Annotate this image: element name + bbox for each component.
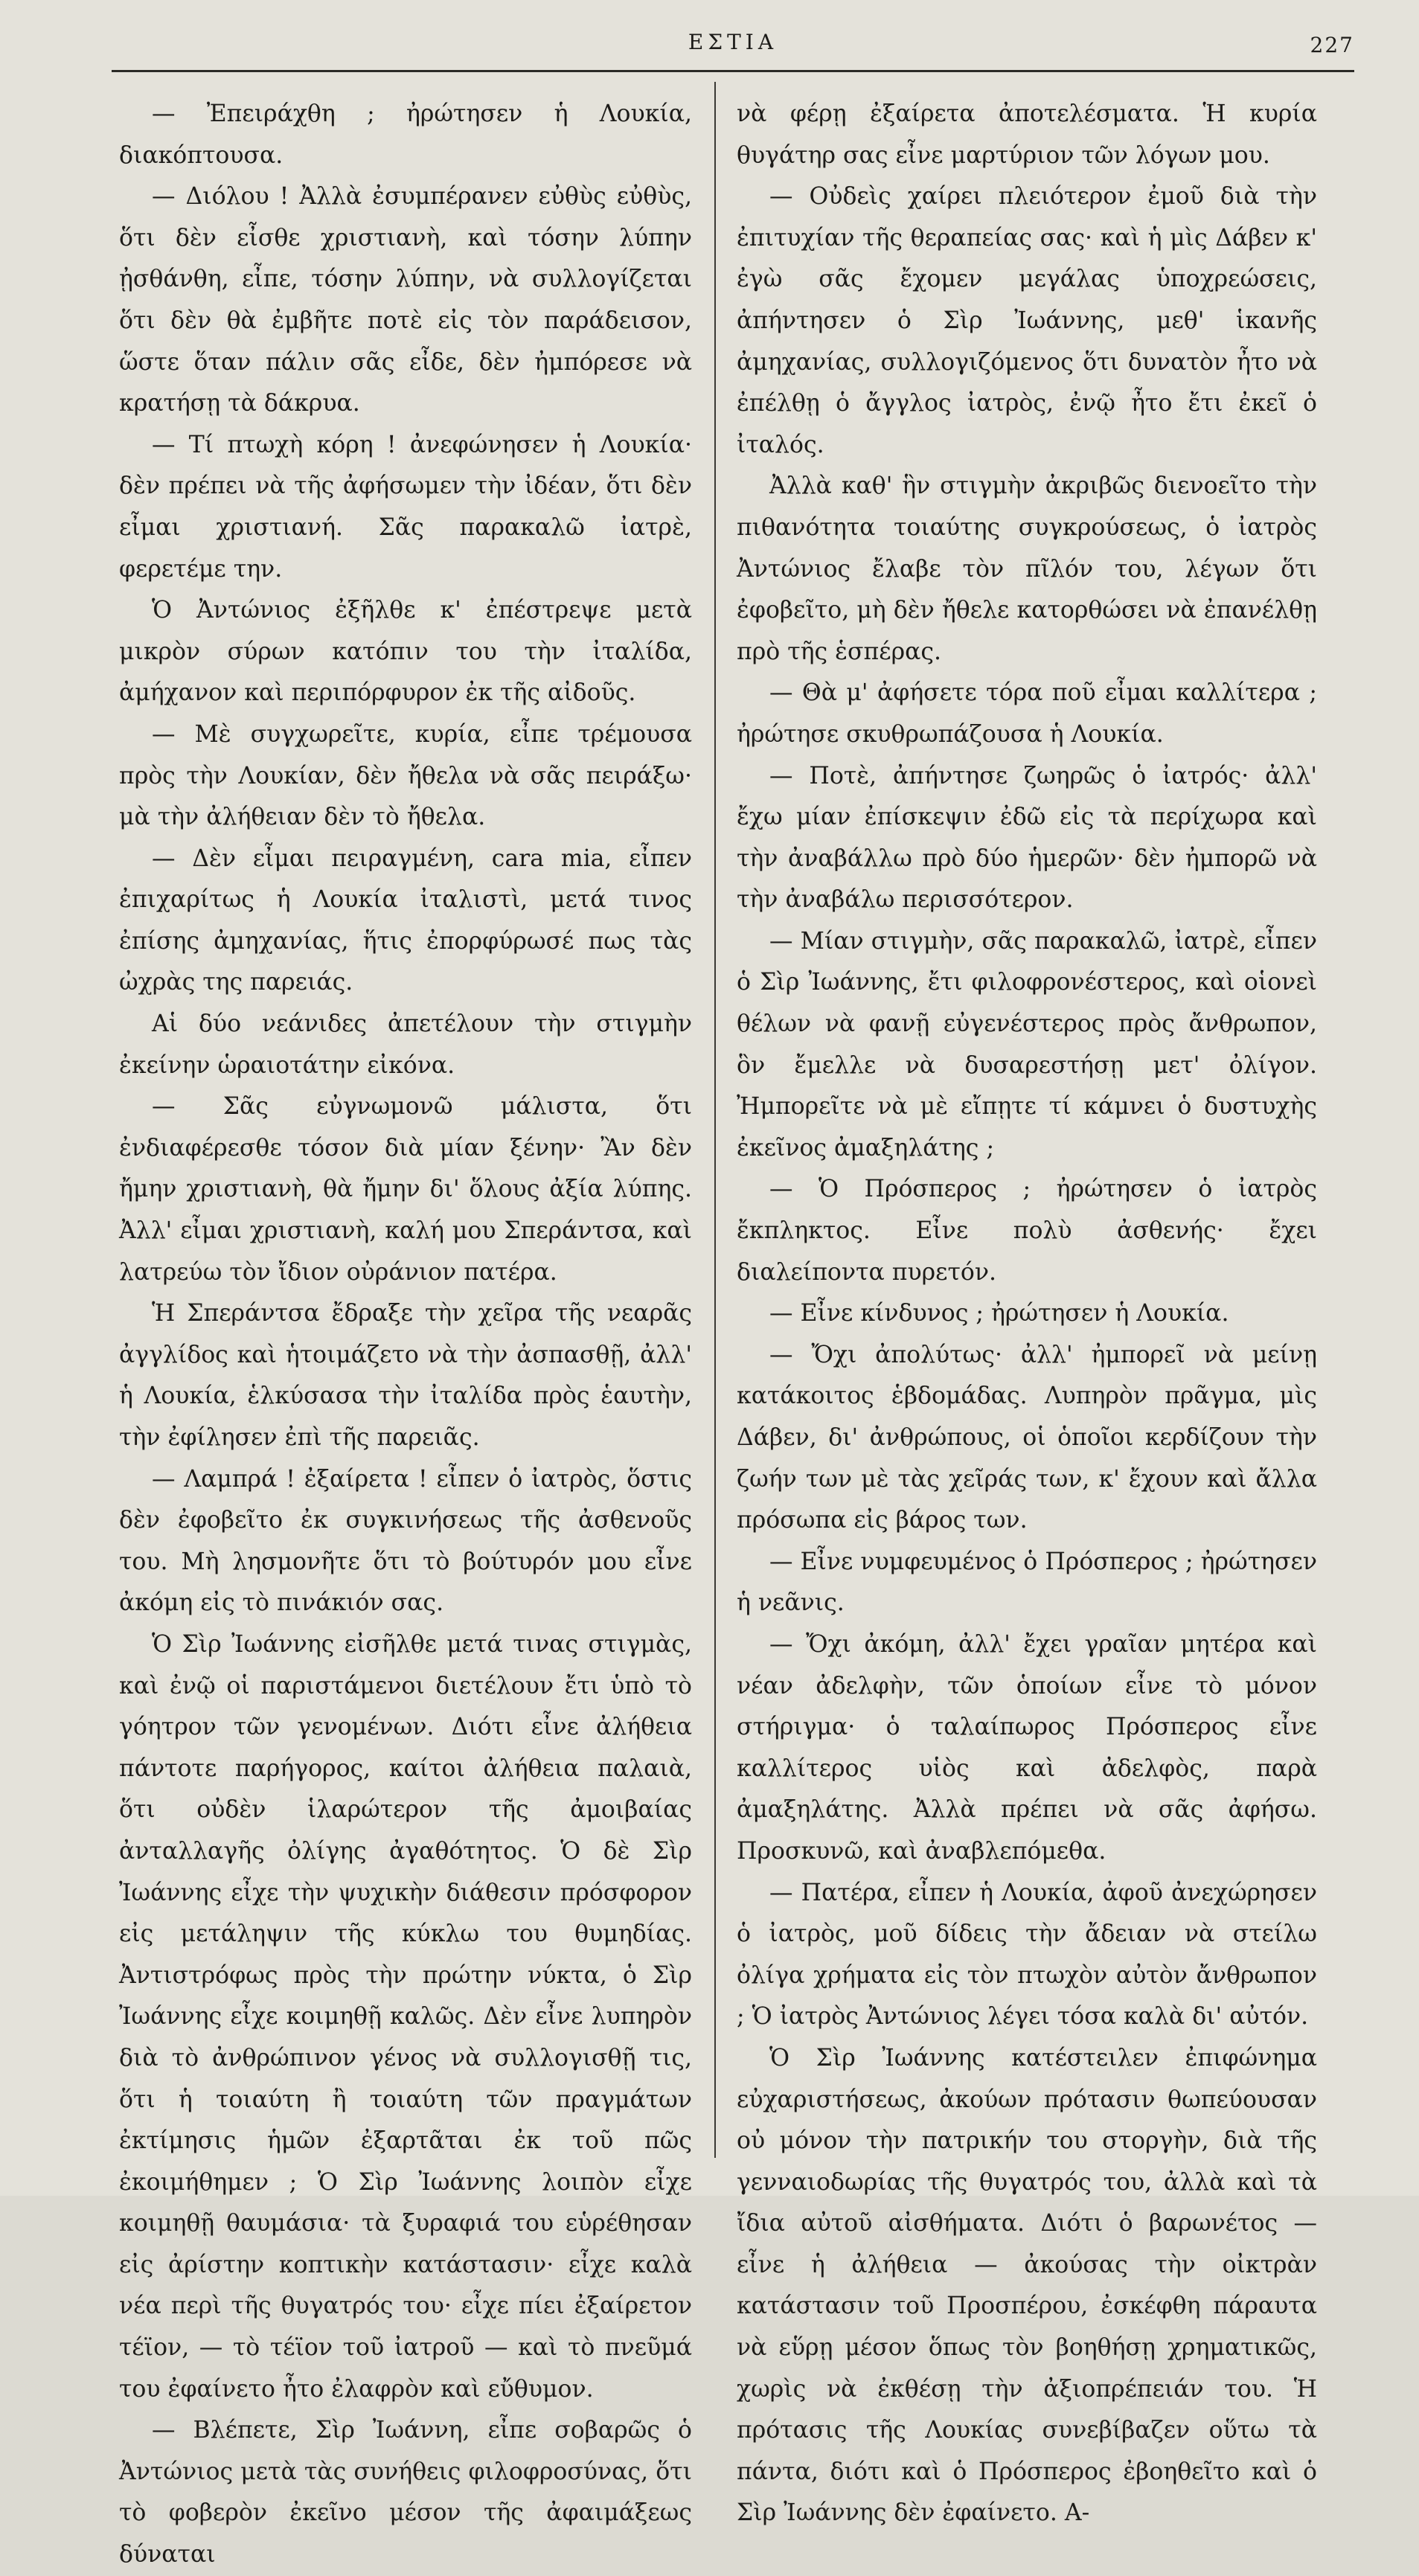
paragraph: — Σᾶς εὐγνωμονῶ μάλιστα, ὅτι ἐνδιαφέρεσθε τόσον διὰ μίαν ξένην· Ἂν δὲν ἤμην χριστιανὴ, θὰ ἤμην δι' ὅλους ἀξία λύπης. Ἀλλ' εἶμαι χριστιανὴ, καλή μου Σπεράντσα, καὶ λατρεύω τὸν ἴδιον οὐράνιον πατέρα. [119,1093,692,1286]
paragraph: Αἱ δύο νεάνιδες ἀπετέλουν τὴν στιγμὴν ἐκείνην ὡραιοτάτην εἰκόνα. [119,1010,692,1079]
page-header [112,30,1354,60]
paragraph-continuation: νὰ φέρῃ ἐξαίρετα ἀποτελέσματα. Ἡ κυρία θυγάτηρ σας εἶνε μαρτύριον τῶν λόγων μου. [737,100,1317,169]
paragraph: — Λαμπρά ! ἐξαίρετα ! εἶπεν ὁ ἰατρὸς, ὅστις δὲν ἐφοβεῖτο ἐκ συγκινήσεως τῆς ἀσθενοῦς του. Μὴ λησμονῆτε ὅτι τὸ βούτυρόν μου εἶνε ἀκόμη εἰς τὸ πινάκιόν σας. [119,1465,692,1617]
paragraph: Ὁ Ἀντώνιος ἐξῆλθε κ' ἐπέστρεψε μετὰ μικρὸν σύρων κατόπιν του τὴν ἰταλίδα, ἀμήχανον καὶ περιπόρφυρον ἐκ τῆς αἰδοῦς. [119,597,692,707]
paragraph: — Εἶνε κίνδυνος ; ἠρώτησεν ἡ Λουκία. [769,1300,1229,1327]
paragraph: — Ὄχι ἀκόμη, ἀλλ' ἔχει γραῖαν μητέρα καὶ νέαν ἀδελφὴν, τῶν ὁποίων εἶνε τὸ μόνον στήριγμα· ὁ ταλαίπωρος Πρόσπερος εἶνε καλλίτερος υἱὸς καὶ ἀδελφὸς, παρὰ ἀμαξηλάτης. Ἀλλὰ πρέπει νὰ σᾶς ἀφήσω. Προσκυνῶ, καὶ ἀναβλεπόμεθα. [737,1630,1317,1865]
paragraph: Ὁ Σὶρ Ἰωάννης κατέστειλεν ἐπιφώνημα εὐχαριστήσεως, ἀκούων πρότασιν θωπεύουσαν οὐ μόνον τὴν πατρικήν του στοργὴν, διὰ τῆς γενναιοδωρίας τῆς θυγατρός του, ἀλλὰ καὶ τὰ ἴδια αὐτοῦ αἰσθήματα. Διότι ὁ βαρωνέτος — εἶνε ἡ ἀλήθεια — ἀκούσας τὴν οἰκτρὰν κατάστασιν τοῦ Προσπέρου, ἐσκέφθη πάραυτα νὰ εὕρῃ μέσον ὅπως τὸν βοηθήσῃ χρηματικῶς, χωρὶς νὰ ἐκθέσῃ τὴν ἀξιοπρέπειάν του. Ἡ πρότασις τῆς Λουκίας συνεβίβαζεν οὕτω τὰ πάντα, διότι καὶ ὁ Πρόσπερος ἐβοηθεῖτο καὶ ὁ Σὶρ Ἰωάννης δὲν ἐφαίνετο. Α- [737,2044,1317,2527]
paragraph: — Ἐπειράχθη ; ἠρώτησεν ἡ Λουκία, διακόπτουσα. [119,100,692,169]
paragraph: — Ποτὲ, ἀπήντησε ζωηρῶς ὁ ἰατρός· ἀλλ' ἔχω μίαν ἐπίσκεψιν ἐδῶ εἰς τὰ περίχωρα καὶ τὴν ἀναβάλλω πρὸ δύο ἡμερῶν· δὲν ἠμπορῶ νὰ τὴν ἀναβάλω περισσότερον. [737,762,1317,914]
paragraph: — Μίαν στιγμὴν, σᾶς παρακαλῶ, ἰατρὲ, εἶπεν ὁ Σὶρ Ἰωάννης, ἔτι φιλοφρονέστερος, καὶ οἱονεὶ θέλων νὰ φανῇ εὐγενέστερος πρὸς ἄνθρωπον, ὃν ἔμελλε νὰ δυσαρεστήσῃ μετ' ὀλίγον. Ἠμπορεῖτε νὰ μὲ εἴπῃτε τί κάμνει ὁ δυστυχὴς ἐκεῖνος ἀμαξηλάτης ; [737,927,1317,1162]
paragraph: — Δὲν εἶμαι πειραγμένη, cara mia, εἶπεν ἐπιχαρίτως ἡ Λουκία ἰταλιστὶ, μετά τινος ἐπίσης ἀμηχανίας, ἥτις ἐπορφύρωσέ πως τὰς ὠχρὰς της παρειάς. [119,845,692,996]
paragraph: Ἡ Σπεράντσα ἔδραξε τὴν χεῖρα τῆς νεαρᾶς ἀγγλίδος καὶ ἡτοιμάζετο νὰ τὴν ἀσπασθῇ, ἀλλ' ἡ Λουκία, ἑλκύσασα τὴν ἰταλίδα πρὸς ἑαυτὴν, τὴν ἐφίλησεν ἐπὶ τῆς παρειᾶς. [119,1300,692,1451]
paragraph: — Τί πτωχὴ κόρη ! ἀνεφώνησεν ἡ Λουκία· δὲν πρέπει νὰ τῆς ἀφήσωμεν τὴν ἰδέαν, ὅτι δὲν εἶμαι χριστιανή. Σᾶς παρακαλῶ ἰατρὲ, φερετέμε την. [119,431,692,583]
header-rule [112,70,1354,72]
running-title: ΕΣΤΙΑ [688,30,778,54]
paragraph: — Ὄχι ἀπολύτως· ἀλλ' ἠμπορεῖ νὰ μείνῃ κατάκοιτος ἑβδομάδας. Λυπηρὸν πρᾶγμα, μὶς Δάβεν, δι' ἀνθρώπους, οἱ ὁποῖοι κερδίζουν τὴν ζωήν των μὲ τὰς χεῖράς των, κ' ἔχουν καὶ ἄλλα πρόσωπα εἰς βάρος των. [737,1341,1317,1534]
left-column [119,94,692,2576]
paragraph: — Βλέπετε, Σὶρ Ἰωάννη, εἶπε σοβαρῶς ὁ Ἀντώνιος μετὰ τὰς συνήθεις φιλοφροσύνας, ὅτι τὸ φοβερὸν ἐκεῖνο μέσον τῆς ἀφαιμάξεως δύναται [119,2417,692,2569]
column-divider [714,82,716,2158]
paragraph: — Διόλου ! Ἀλλὰ ἐσυμπέρανεν εὐθὺς εὐθὺς, ὅτι δὲν εἶσθε χριστιανὴ, καὶ τόσην λύπην ᾐσθάνθη, εἶπε, τόσην λύπην, νὰ συλλογίζεται ὅτι δὲν θὰ ἐμβῆτε ποτὲ εἰς τὸν παράδεισον, ὥστε ὅταν πάλιν σᾶς εἶδε, δὲν ἠμπόρεσε νὰ κρατήσῃ τὰ δάκρυα. [119,183,692,417]
paragraph: — Οὐδεὶς χαίρει πλειότερον ἐμοῦ διὰ τὴν ἐπιτυχίαν τῆς θεραπείας σας· καὶ ἡ μὶς Δάβεν κ' ἐγὼ σᾶς ἔχομεν μεγάλας ὑποχρεώσεις, ἀπήντησεν ὁ Σὶρ Ἰωάννης, μεθ' ἱκανῆς ἀμηχανίας, συλλογιζόμενος ὅτι δυνατὸν ἦτο νὰ ἐπέλθῃ ὁ ἄγγλος ἰατρὸς, ἐνῷ ἦτο ἔτι ἐκεῖ ὁ ἰταλός. [737,183,1317,458]
paragraph: — Μὲ συγχωρεῖτε, κυρία, εἶπε τρέμουσα πρὸς τὴν Λουκίαν, δὲν ἤθελα νὰ σᾶς πειράξω· μὰ τὴν ἀλήθειαν δὲν τὸ ἤθελα. [119,720,692,831]
paragraph: — Πατέρα, εἶπεν ἡ Λουκία, ἀφοῦ ἀνεχώρησεν ὁ ἰατρὸς, μοῦ δίδεις τὴν ἄδειαν νὰ στείλω ὀλίγα χρήματα εἰς τὸν πτωχὸν αὐτὸν ἄνθρωπον ; Ὁ ἰατρὸς Ἀντώνιος λέγει τόσα καλὰ δι' αὐτόν. [737,1879,1317,2031]
paragraph: — Ὁ Πρόσπερος ; ἠρώτησεν ὁ ἰατρὸς ἔκπληκτος. Εἶνε πολὺ ἀσθενής· ἔχει διαλείποντα πυρετόν. [737,1176,1317,1286]
paragraph: Ἀλλὰ καθ' ἣν στιγμὴν ἀκριβῶς διενοεῖτο τὴν πιθανότητα τοιαύτης συγκρούσεως, ὁ ἰατρὸς Ἀντώνιος ἔλαβε τὸν πῖλόν του, λέγων ὅτι ἐφοβεῖτο, μὴ δὲν ἤθελε κατορθώσει νὰ ἐπανέλθῃ πρὸ τῆς ἑσπέρας. [737,472,1317,665]
paragraph: — Εἶνε νυμφευμένος ὁ Πρόσπερος ; ἠρώτησεν ἡ νεᾶνις. [737,1548,1317,1617]
paragraph: Ὁ Σὶρ Ἰωάννης εἰσῆλθε μετά τινας στιγμὰς, καὶ ἐνῷ οἱ παριστάμενοι διετέλουν ἔτι ὑπὸ τὸ γόητρον τῶν γενομένων. Διότι εἶνε ἀλήθεια πάντοτε παρήγορος, καίτοι ἀλήθεια παλαιὰ, ὅτι οὐδὲν ἱλαρώτερον τῆς ἀμοιβαίας ἀνταλλαγῆς ὀλίγης ἀγαθότητος. Ὁ δὲ Σὶρ Ἰωάννης εἶχε τὴν ψυχικὴν διάθεσιν πρόσφορον εἰς μετάληψιν τῆς κύκλω του θυμηδίας. Ἀντιστρόφως πρὸς τὴν πρώτην νύκτα, ὁ Σὶρ Ἰωάννης εἶχε κοιμηθῇ καλῶς. Δὲν εἶνε λυπηρὸν διὰ τὸ ἀνθρώπινον γένος νὰ συλλογισθῇ τις, ὅτι ἡ τοιαύτη ἢ τοιαύτη τῶν πραγμάτων ἐκτίμησις ἡμῶν ἐξαρτᾶται ἐκ τοῦ πῶς ἐκοιμήθημεν ; Ὁ Σὶρ Ἰωάννης λοιπὸν εἶχε κοιμηθῇ θαυμάσια· τὰ ξυραφιά του εὑρέθησαν εἰς ἀρίστην κοπτικὴν κατάστασιν· εἶχε καλὰ νέα περὶ τῆς θυγατρός του· εἶχε πίει ἐξαίρετον τέϊον, — τὸ τέϊον τοῦ ἰατροῦ — καὶ τὸ πνεῦμά του ἐφαίνετο ἦτο ἐλαφρὸν καὶ εὔθυμον. [119,1630,692,2403]
right-column [737,94,1317,2534]
paragraph: — Θὰ μ' ἀφήσετε τόρα ποῦ εἶμαι καλλίτερα ; ἠρώτησε σκυθρωπάζουσα ἡ Λουκία. [737,679,1317,748]
page-number: 227 [1310,33,1354,57]
